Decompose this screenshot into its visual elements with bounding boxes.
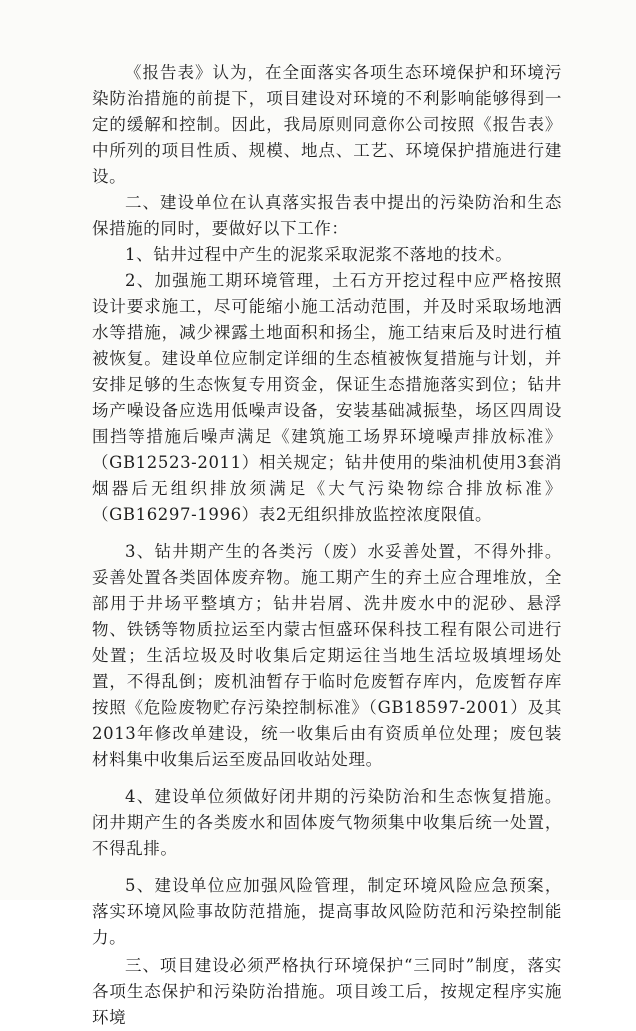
paragraph-item-5-risk: 5、建设单位应加强风险管理，制定环境风险应急预案，落实环境风险事故防范措施，提高事故风险防范和污染控制能力。 (92, 876, 562, 947)
paragraph-section-two-heading: 二、建设单位在认真落实报告表中提出的污染防治和生态保措施的同时，要做好以下工作： (92, 193, 562, 238)
document-body (92, 60, 562, 1031)
paragraph-item-2-construction: 2、加强施工期环境管理，土石方开挖过程中应严格按照设计要求施工，尽可能缩小施工活动范围，并及时采取场地洒水等措施，减少裸露土地面积和扬尘，施工结束后及时进行植被恢复。建设单位应制定详细的生态植被恢复措施与计划，并安排足够的生态恢复专用资金，保证生态措施落实到位；钻井场产噪设备应选用低噪声设备，安装基础减振垫，场区四周设围挡等措施后噪声满足《建筑施工场界环境噪声排放标准》（GB12523-2011）相关规定；钻井使用的柴油机使用3套消烟器后无组织排放须满足《大气污染物综合排放标准》（GB16297-1996）表2无组织排放监控浓度限值。 (92, 271, 562, 524)
paragraph-item-3-waste: 3、钻井期产生的各类污（废）水妥善处置，不得外排。妥善处置各类固体废弃物。施工期产生的弃土应合理堆放，全部用于井场平整填方；钻井岩屑、洗井废水中的泥砂、悬浮物、铁锈等物质拉运至内蒙古恒盛环保科技工程有限公司进行处置；生活垃圾及时收集后定期运往当地生活垃圾填埋场处置，不得乱倒；废机油暂存于临时危废暂存库内，危废暂存库按照《危险废物贮存污染控制标准》（GB18597-2001）及其2013年修改单建设，统一收集后由有资质单位处理；废包装材料集中收集后运至废品回收站处理。 (92, 542, 562, 769)
paragraph-section-three: 三、项目建设必须严格执行环境保护“三同时”制度，落实各项生态保护和污染防治措施。项目竣工后，按规定程序实施环境 (92, 956, 562, 1027)
paragraph-item-4-closure: 4、建设单位须做好闭井期的污染防治和生态恢复措施。闭井期产生的各类废水和固体废气物须集中收集后统一处置，不得乱排。 (92, 787, 562, 858)
paragraph-report-conclusion: 《报告表》认为，在全面落实各项生态环境保护和环境污染防治措施的前提下，项目建设对环境的不利影响能够得到一定的缓解和控制。因此，我局原则同意你公司按照《报告表》中所列的项目性质、规模、地点、工艺、环境保护措施进行建设。 (92, 63, 562, 186)
paragraph-item-1-mud: 1、钻井过程中产生的泥浆采取泥浆不落地的技术。 (125, 245, 513, 264)
